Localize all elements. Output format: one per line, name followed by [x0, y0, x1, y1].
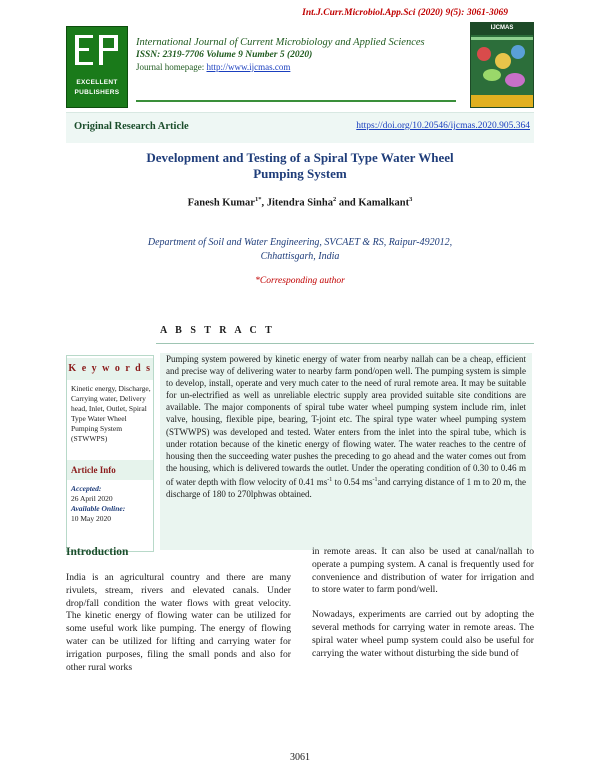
header-divider	[136, 100, 456, 102]
section-heading-introduction: Introduction	[66, 546, 129, 558]
cover-label: IJCMAS	[490, 25, 514, 31]
author-affiliation-mark: 2	[332, 196, 337, 203]
abstract-text-part-3: and carrying distance of 1 m to 20 m, the discharge of 180 to 270lphwas obtained.	[166, 476, 526, 500]
keywords-list: Kinetic energy, Discharge, Carrying water, Delivery head, Inlet, Outlet, Spiral Type Water Wheel Pumping System (STWWPS)	[71, 384, 151, 443]
body-paragraph: India is an agricultural country and there are many rivulets, stream, rivers and elevated canals. Under drop/fall condition the water flows with great velocity. The kinetic energy of flowing water can be utilized for some useful work like pumping. The energy of flowing water can be utilized for lifting and carrying water for irrigation purposes, filing the small ponds and also for other rural works	[66, 572, 291, 673]
affiliation-line-1: Department of Soil and Water Engineering, SVCAET & RS, Raipur-492012,	[147, 237, 453, 248]
affiliation-line-2: Chhattisgarh, India	[260, 251, 340, 262]
body-paragraph: Nowadays, experiments are carried out by adopting the several methods for carrying water in remote areas. The spiral water wheel pump system could also be useful for carrying the water without disturbing the side bund of	[312, 609, 534, 659]
article-meta-bar	[66, 112, 534, 143]
journal-homepage-link[interactable]: http://www.ijcmas.com	[206, 62, 291, 72]
journal-homepage-label: Journal homepage:	[136, 62, 207, 72]
author-separator: ,	[261, 197, 267, 209]
journal-info	[136, 36, 466, 94]
article-info-dates	[71, 484, 151, 524]
author-list	[120, 196, 480, 209]
keywords-panel	[66, 355, 154, 552]
logo-line-1: EXCELLENT	[76, 79, 118, 86]
author-affiliation-mark: 3	[409, 196, 413, 203]
abstract-text	[160, 353, 532, 550]
author-name: Fanesh Kumar	[187, 197, 255, 209]
journal-cover-image	[470, 22, 534, 108]
abstract-divider	[156, 343, 534, 344]
body-column-left	[66, 572, 291, 686]
accepted-date: 26 April 2020	[71, 494, 113, 503]
affiliation	[100, 236, 500, 264]
author-affiliation-mark: 1*	[254, 196, 262, 203]
corresponding-author-note: *Corresponding author	[255, 276, 345, 286]
abstract-superscript: -1	[327, 476, 333, 483]
logo-line-2: PUBLISHERS	[74, 89, 120, 96]
abstract-text-part-1: Pumping system powered by kinetic energy of water from nearby nallah can be a cheap, efficient and precise way of delivering water to nearby farm pond/open well. The pumping system is simple to develop, install, operate and very much cater to the need of rural remote area. It may be suitable for un-electrified as well as unreliable electric supply area provided suitable site conditions are available. The major components of spiral tube water wheel pumping system include rim, inlet valve, housing, flexible pipe, bearing, T-joint etc. The spiral type water wheel pumping system (STWWPS) was developed and tested. Water enters from the inlet into the spiral tube, which is under rotation because of the kinetic energy of flowing water. The water reaches to the centre of housing then the succeeding water pushes the preceding to go ahead and the water comes out from the housing, which is delivered towards the outlet. Under the operating condition of 0.30 to 0.46 m of water depth with flow velocity of 0.41 ms	[166, 354, 526, 487]
publisher-logo	[66, 26, 128, 108]
journal-title: International Journal of Current Microbiology and Applied Sciences	[136, 37, 425, 48]
article-title: Development and Testing of a Spiral Type Water Wheel Pumping System	[146, 150, 454, 181]
body-column-right	[312, 546, 534, 672]
journal-citation: Int.J.Curr.Microbiol.App.Sci (2020) 9(5): 3061-3069	[302, 8, 508, 18]
available-online-label: Available Online:	[71, 504, 126, 513]
author-name: Kamalkant	[358, 197, 410, 209]
body-paragraph: in remote areas. It can also be used at canal/nallah to operate a pumping system. A canal is frequently used for convenience and distribution of water for irrigation and to store water to farm pond/well.	[312, 546, 534, 596]
journal-issn: ISSN: 2319-7706 Volume 9 Number 5 (2020)	[136, 50, 313, 60]
author-separator: and	[336, 197, 359, 209]
abstract-superscript: -1	[372, 476, 378, 483]
accepted-label: Accepted:	[71, 484, 102, 493]
keywords-heading: K e y w o r d s	[67, 358, 153, 380]
abstract-text-part-2: to 0.54 ms	[332, 476, 373, 487]
page-number: 3061	[290, 752, 310, 763]
available-online-date: 10 May 2020	[71, 514, 111, 523]
author-name: Jitendra Sinha	[266, 197, 333, 209]
article-info-heading: Article Info	[67, 460, 153, 480]
abstract-heading: A B S T R A C T	[160, 325, 275, 336]
doi-link[interactable]: https://doi.org/10.20546/ijcmas.2020.905.364	[356, 121, 530, 131]
journal-homepage	[136, 61, 466, 73]
article-type: Original Research Article	[74, 121, 189, 132]
